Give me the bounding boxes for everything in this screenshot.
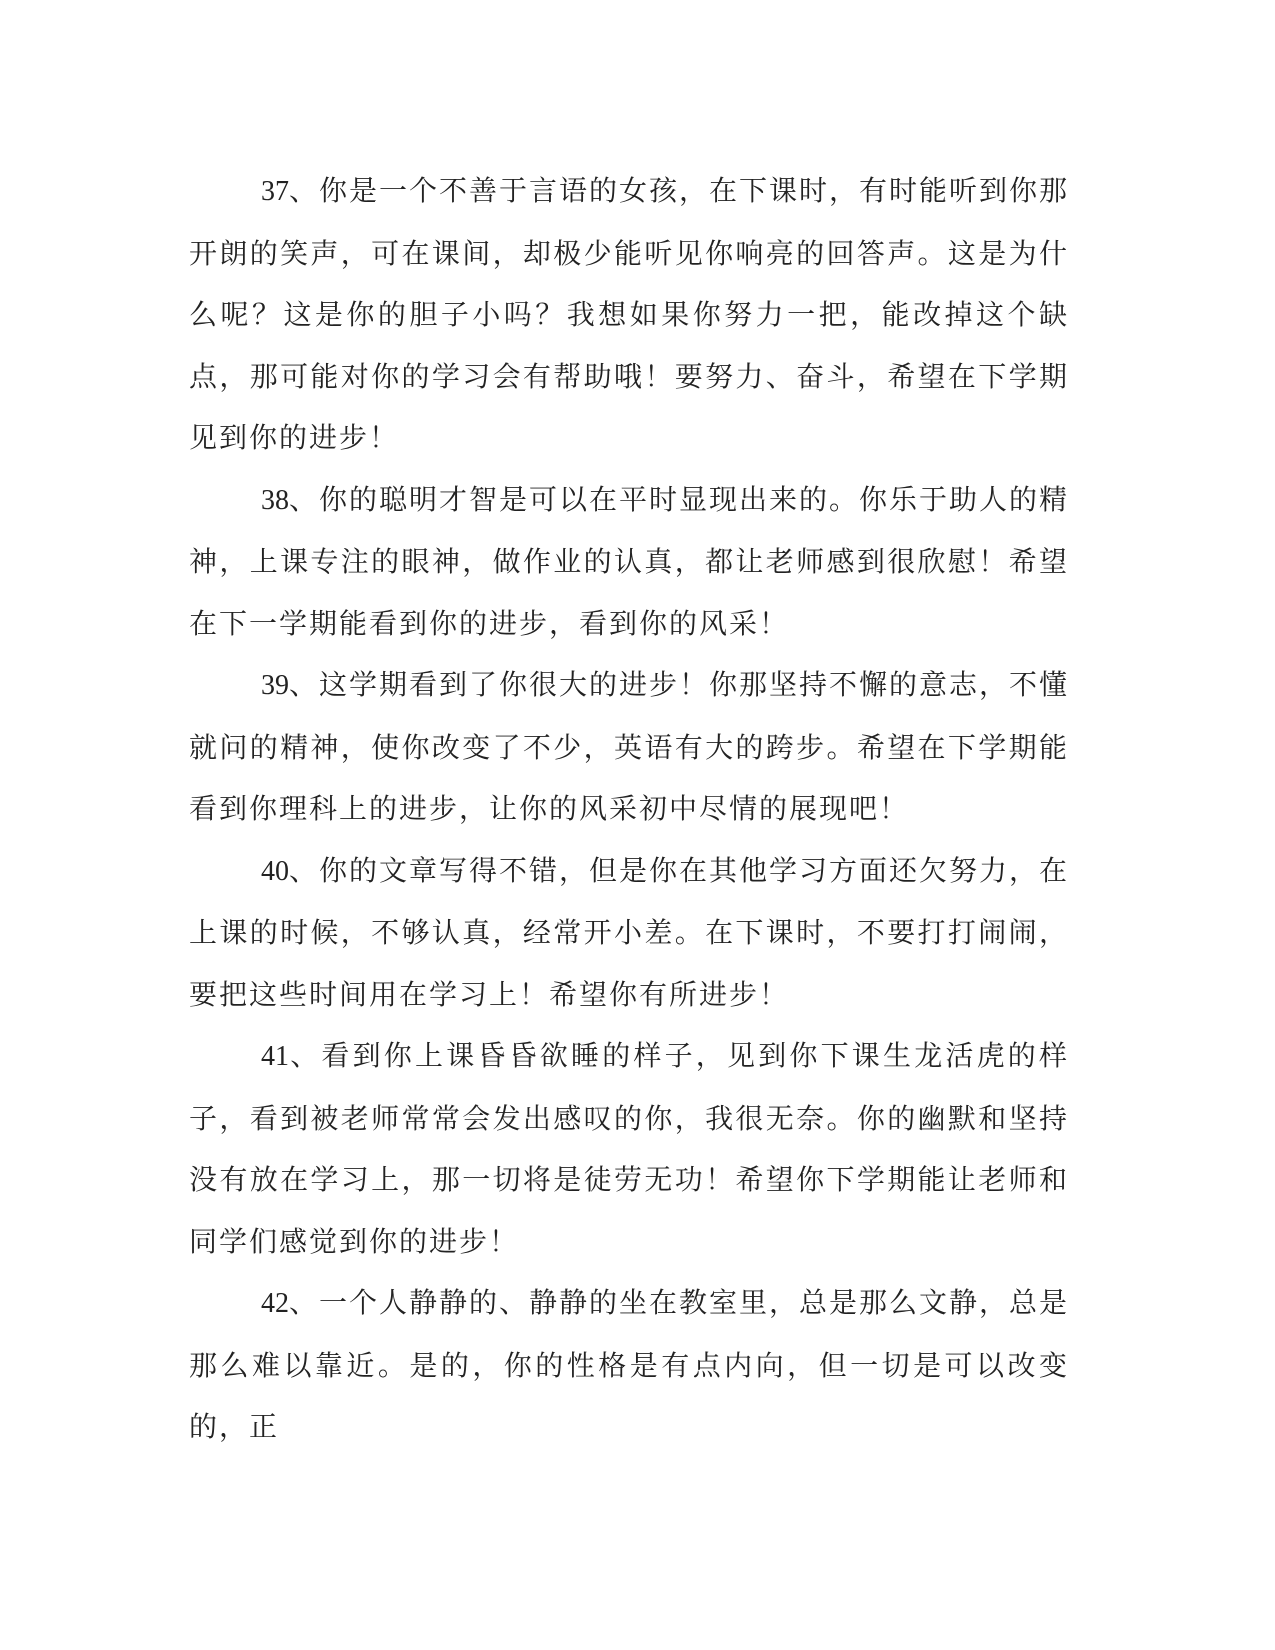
paragraph-text: 、你是一个不善于言语的女孩，在下课时，有时能听到你那开朗的笑声，可在课间，却极少能听见你响亮的回答声。这是为什么呢？这是你的胆子小吗？我想如果你努力一把，能改掉这个缺点，那可能对你的学习会有帮助哦！要努力、奋斗，希望在下学期见到你的进步！	[189, 174, 1070, 454]
comment-paragraph-37	[189, 160, 1069, 469]
paragraph-text: 、你的聪明才智是可以在平时显现出来的。你乐于助人的精神，上课专注的眼神，做作业的认真，都让老师感到很欣慰！希望在下一学期能看到你的进步，看到你的风采！	[189, 482, 1070, 640]
paragraph-number: 40	[261, 855, 289, 887]
paragraph-text: 、这学期看到了你很大的进步！你那坚持不懈的意志，不懂就问的精神，使你改变了不少，英语有大的跨步。希望在下学期能看到你理科上的进步，让你的风采初中尽情的展现吧！	[189, 668, 1070, 825]
paragraph-number: 37	[261, 176, 289, 207]
comment-paragraph-38	[189, 469, 1069, 655]
comment-paragraph-40	[189, 840, 1069, 1026]
paragraph-text: 、你的文章写得不错，但是你在其他学习方面还欠努力，在上课的时候，不够认真，经常开小差。在下课时，不要打打闹闹，要把这些时间用在学习上！希望你有所进步！	[189, 853, 1070, 1011]
comment-paragraph-42	[189, 1272, 1069, 1458]
paragraph-number: 39	[261, 670, 289, 701]
comment-paragraph-41	[189, 1025, 1069, 1272]
paragraph-number: 41	[261, 1041, 289, 1072]
comment-paragraph-39	[189, 654, 1069, 840]
document-body	[189, 160, 1069, 1458]
paragraph-text: 、一个人静静的、静静的坐在教室里，总是那么文静，总是那么难以靠近。是的，你的性格是有点内向，但一切是可以改变的，正	[189, 1286, 1070, 1443]
paragraph-number: 42	[261, 1288, 289, 1319]
paragraph-number: 38	[261, 484, 289, 516]
paragraph-text: 、看到你上课昏昏欲睡的样子，见到你下课生龙活虎的样子，看到被老师常常会发出感叹的你，我很无奈。你的幽默和坚持没有放在学习上，那一切将是徒劳无功！希望你下学期能让老师和同学们感觉到你的进步！	[189, 1039, 1069, 1258]
